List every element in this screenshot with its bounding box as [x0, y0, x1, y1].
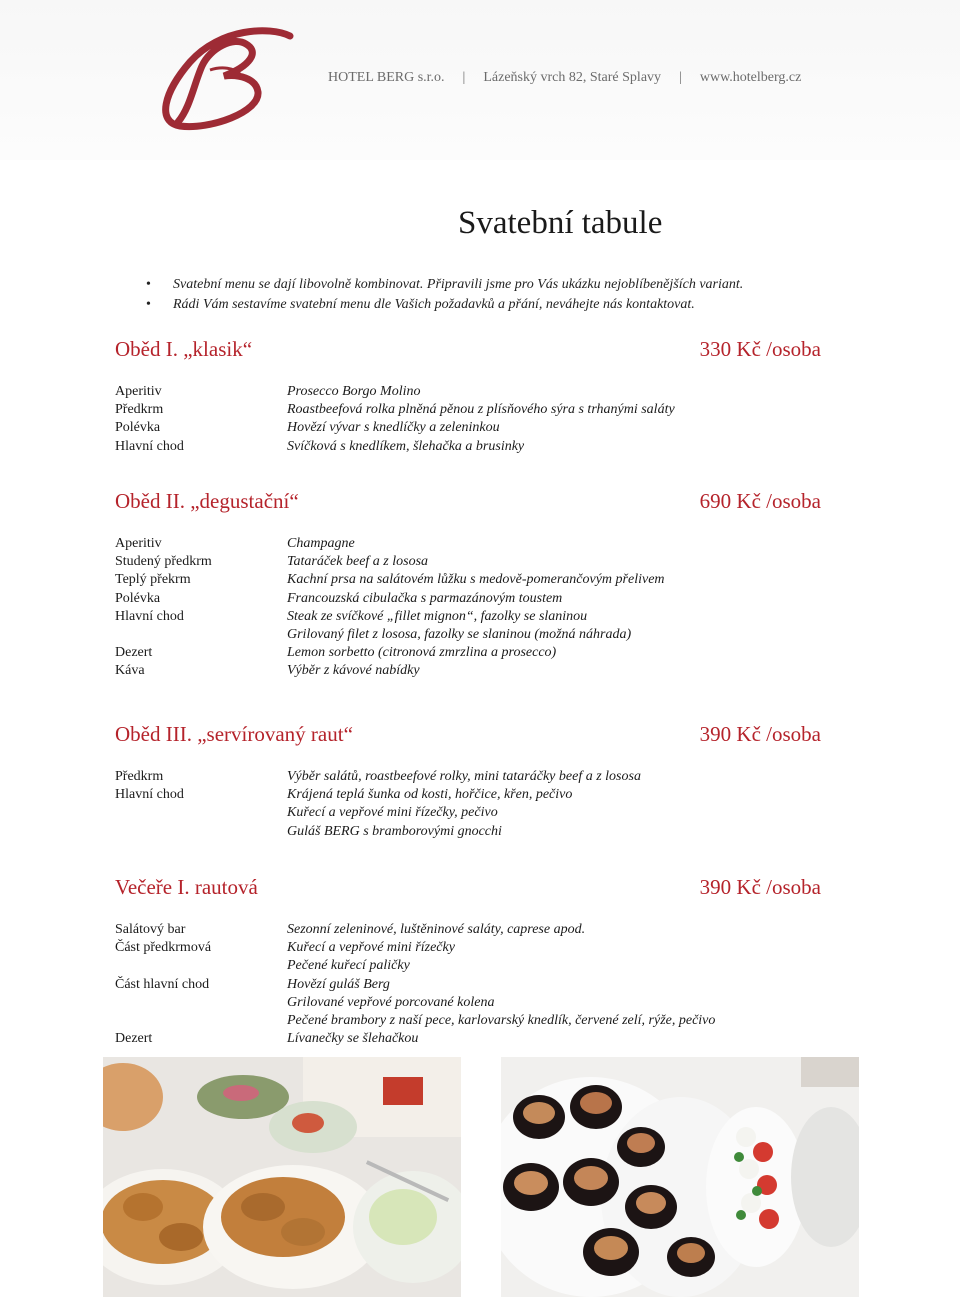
- course-row: [115, 768, 821, 786]
- dish-name: Tataráček beef a z lososa: [287, 554, 429, 570]
- course-row: [115, 786, 821, 804]
- company-address: Lázeňský vrch 82, Staré Splavy: [483, 70, 662, 85]
- section-title: Oběd III. „servírovaný raut“: [115, 722, 353, 746]
- course-row: [115, 976, 821, 994]
- bullet-icon: •: [146, 277, 151, 292]
- course-row: [115, 383, 821, 401]
- menu-section-vecere-1: [115, 875, 821, 1048]
- dish-name: Svíčková s knedlíkem, šlehačka a brusinky: [287, 438, 525, 454]
- course-row: [115, 662, 821, 680]
- dish-name: Výběr z kávové nabídky: [287, 663, 420, 679]
- note-item: • Rádi Vám sestavíme svatební menu dle Vašich požadavků a přání, neváhejte nás kontaktovat.: [146, 295, 743, 315]
- course-row: [115, 1012, 821, 1030]
- course-row: [115, 804, 821, 822]
- section-title: Večeře I. rautová: [115, 875, 258, 899]
- dish-name: Prosecco Borgo Molino: [287, 384, 421, 399]
- course-name: Část hlavní chod: [115, 976, 210, 992]
- course-row: [115, 626, 821, 644]
- dish-name: Champagne: [287, 536, 355, 551]
- course-name: Studený předkrm: [115, 554, 212, 570]
- course-row: [115, 535, 821, 553]
- course-name: Hlavní chod: [115, 438, 184, 454]
- course-row: [115, 994, 821, 1012]
- section-title: Oběd II. „degustační“: [115, 489, 299, 513]
- course-list: [115, 535, 821, 681]
- dish-name: Kuřecí a vepřové mini řízečky: [287, 940, 455, 956]
- course-name: Hlavní chod: [115, 787, 184, 803]
- course-row: [115, 1030, 821, 1048]
- course-row: [115, 608, 821, 626]
- section-price: 330 Kč /osoba: [699, 337, 821, 361]
- section-price: 390 Kč /osoba: [699, 722, 821, 746]
- course-row: [115, 438, 821, 456]
- course-name: Káva: [115, 663, 145, 679]
- dish-name: Hovězí guláš Berg: [287, 976, 390, 992]
- course-name: Polévka: [115, 590, 161, 606]
- course-row: [115, 921, 821, 939]
- section-price: 390 Kč /osoba: [699, 875, 821, 899]
- course-name: Část předkrmová: [115, 940, 212, 956]
- dish-name: Kuřecí a vepřové mini řízečky, pečivo: [287, 805, 498, 821]
- intro-notes: [146, 275, 743, 315]
- menu-section-obed-3: [115, 722, 821, 841]
- dish-name: Hovězí vývar s knedlíčky a zeleninkou: [287, 420, 500, 436]
- bullet-icon: •: [146, 297, 151, 312]
- separator: |: [462, 70, 466, 85]
- page-title: Svatební tabule: [458, 205, 663, 241]
- dish-name: Výběr salátů, roastbeefové rolky, mini tataráčky beef a z lososa: [287, 769, 641, 784]
- dish-name: Krájená teplá šunka od kosti, hořčice, křen, pečivo: [287, 787, 573, 803]
- dish-name: Sezonní zeleninové, luštěninové saláty, caprese apod.: [287, 922, 586, 937]
- course-name: Aperitiv: [115, 384, 162, 399]
- dish-name: Grilovaný filet z lososa, fazolky se slaninou (možná náhrada): [287, 626, 632, 642]
- course-row: [115, 401, 821, 419]
- course-name: Předkrm: [115, 769, 164, 784]
- course-name: Dezert: [115, 645, 153, 661]
- course-row: [115, 957, 821, 975]
- course-name: Předkrm: [115, 402, 164, 418]
- dish-name: Guláš BERG s bramborovými gnocchi: [287, 823, 502, 839]
- course-row: [115, 823, 821, 841]
- course-row: [115, 644, 821, 662]
- website-link[interactable]: www.hotelberg.cz: [699, 70, 802, 85]
- course-list: [115, 768, 821, 841]
- dish-name: Pečené kuřecí paličky: [287, 958, 410, 974]
- dish-name: Lemon sorbetto (citronová zmrzlina a prosecco): [287, 645, 557, 661]
- course-row: [115, 571, 821, 589]
- course-row: [115, 553, 821, 571]
- dish-name: Steak ze svíčkové „fillet mignon“, fazolky se slaninou: [287, 608, 588, 624]
- tartare-bowls-photo: [501, 1057, 859, 1297]
- menu-section-obed-1: [115, 337, 821, 456]
- course-list: [115, 921, 821, 1048]
- section-price: 690 Kč /osoba: [699, 489, 821, 513]
- course-list: [115, 383, 821, 456]
- dish-name: Grilované vepřové porcované kolena: [287, 994, 495, 1010]
- hotel-logo: [150, 22, 300, 134]
- company-name: HOTEL BERG s.r.o.: [328, 70, 445, 85]
- course-name: Hlavní chod: [115, 608, 184, 624]
- dish-name: Roastbeefová rolka plněná pěnou z plísňového sýra s trhanými saláty: [287, 402, 675, 418]
- dish-name: Kachní prsa na salátovém lůžku s medově-pomerančovým přelivem: [287, 572, 665, 588]
- dish-name: Pečené brambory z naší pece, karlovarský knedlík, červené zelí, rýže, pečivo: [287, 1012, 716, 1028]
- section-title: Oběd I. „klasik“: [115, 337, 253, 361]
- course-row: [115, 939, 821, 957]
- course-name: Dezert: [115, 1031, 153, 1047]
- course-name: Salátový bar: [115, 922, 186, 937]
- menu-section-obed-2: [115, 489, 821, 681]
- letterhead: [0, 0, 960, 160]
- buffet-schnitzel-photo: [103, 1057, 461, 1297]
- course-row: [115, 419, 821, 437]
- note-item: • Svatební menu se dají libovolně kombinovat. Připravili jsme pro Vás ukázku nejoblíbenějších variant.: [146, 275, 743, 295]
- contact-line: [328, 70, 801, 86]
- dish-name: Francouzská cibulačka s parmazánovým toustem: [287, 590, 563, 606]
- course-name: Aperitiv: [115, 536, 162, 551]
- dish-name: Lívanečky se šlehačkou: [287, 1031, 419, 1047]
- separator: |: [679, 70, 682, 85]
- course-name: Polévka: [115, 420, 161, 436]
- course-row: [115, 590, 821, 608]
- course-name: Teplý překrm: [115, 572, 191, 588]
